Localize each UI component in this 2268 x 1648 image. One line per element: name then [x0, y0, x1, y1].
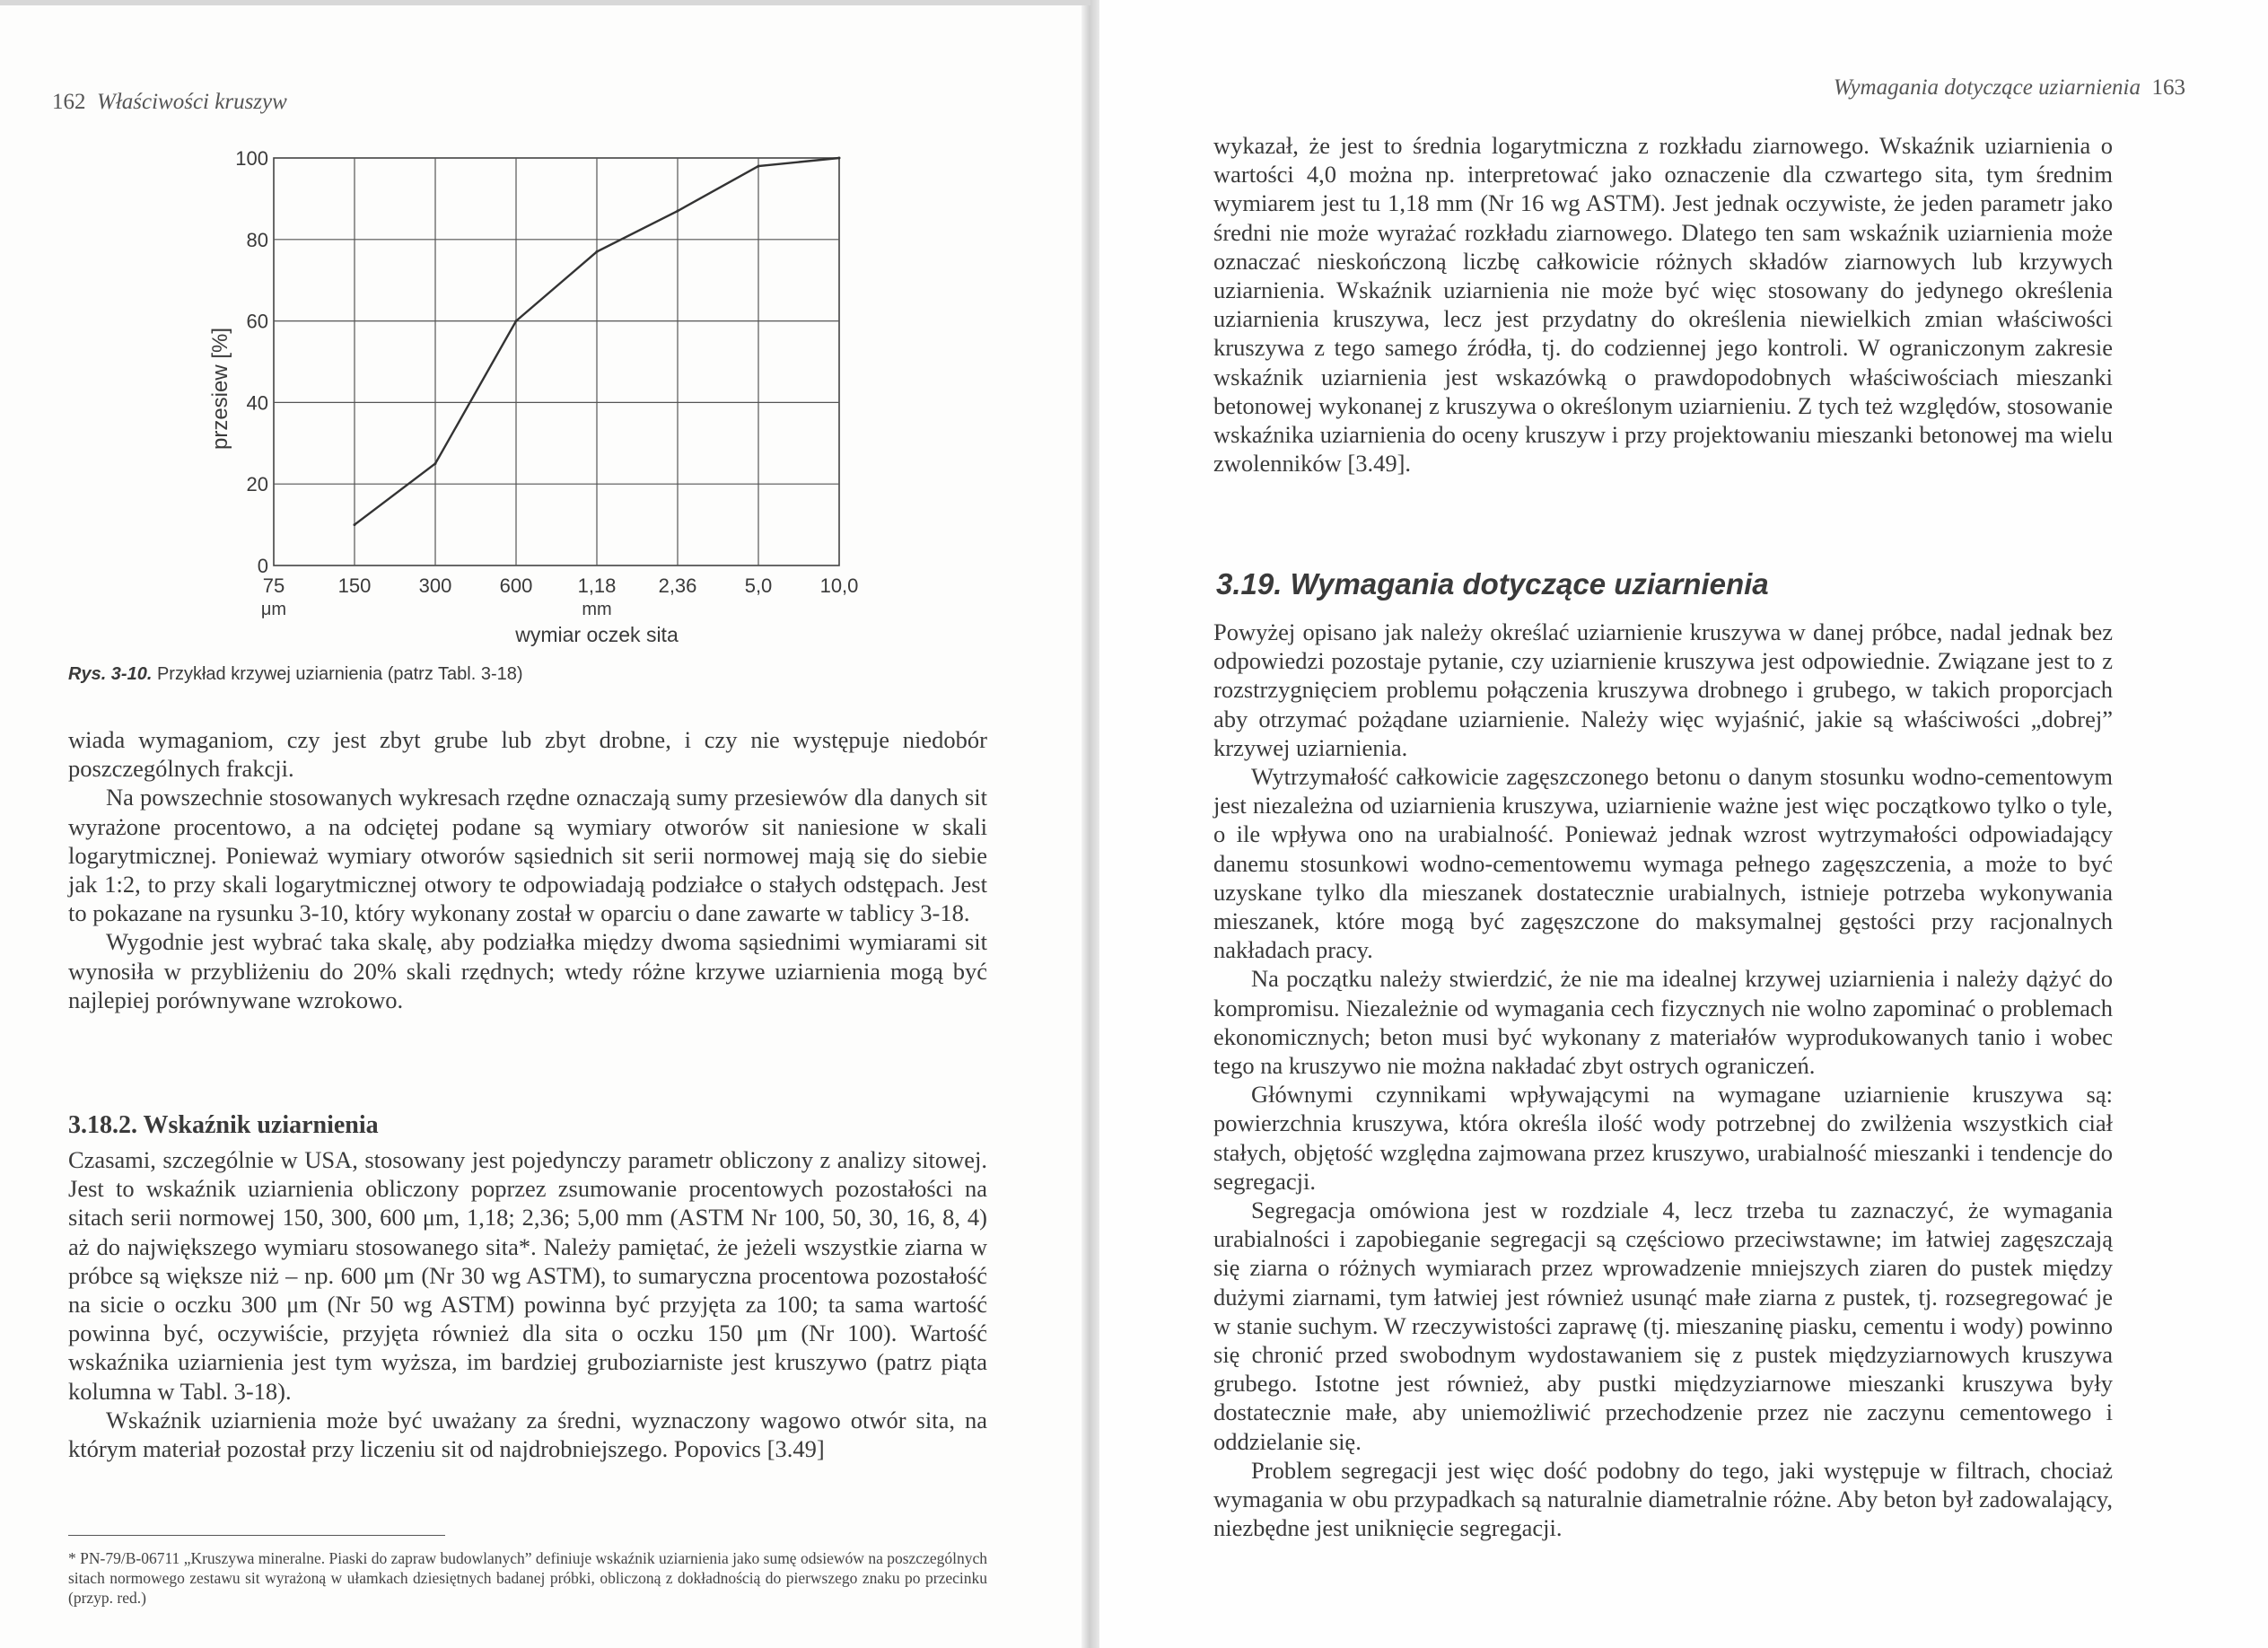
left-text-block [68, 725, 987, 1014]
y-axis-label: przesiew [%] [208, 327, 232, 451]
right-top-text-block [1213, 131, 2113, 478]
footnote-text: * PN-79/B-06711 „Kruszywa mineralne. Piaski do zapraw budowlanych” definiuje wskaźnik uziarnienia jako sumę odsiewów na poszczególnych sitach normowego zestawu sit wyrażoną w ułamkach dziesiętnych badanej próbki, obliczoną z dokładnością do pierwszego znaku po przecinku (przyp. red.) [68, 1549, 987, 1607]
figure-caption-text: Przykład krzywej uziarnienia (patrz Tabl. 3-18) [156, 664, 523, 684]
paragraph: wykazał, że jest to średnia logarytmiczna z rozkładu ziarnowego. Wskaźnik uziarnienia o wartości 4,0 można np. interpretować jako oznaczenie dla czwartego sita, tym średnim wymiarem jest tu 1,18 mm (Nr 16 wg ASTM). Jest jednak oczywiste, że jeden parametr jako średni nie może wyrażać rozkładu ziarnowego. Dlatego ten sam wskaźnik uziarnienia może oznaczać nieskończoną liczbę całkowicie różnych składów ziarnowych lub krzywych uziarnienia. Wskaźnik uziarnienia nie może być więc stosowany do jedynego określenia uziarnienia kruszywa, lecz jest przydatny do określenia niewielkich zmian właściwości kruszywa z tego samego źródła, tj. do codziennej jego kontroli. W ograniczonym zakresie wskaźnik uziarnienia jest wskazówką o prawdopodobnych właściwościach mieszanki betonowej wykonanej z kruszywa o określonym uziarnieniu. Z tych też względów, stosowanie wskaźnika uziarnienia do oceny kruszyw i przy projektowaniu mieszanki betonowej ma wielu zwolenników [3.49]. [1213, 132, 2113, 478]
x-tick-label: 300 [418, 574, 452, 597]
page-top-edge-left [0, 0, 1090, 5]
page-number-right: 163 [2151, 75, 2185, 100]
running-head-left [52, 90, 287, 115]
running-head-right [1834, 75, 2185, 101]
paragraph: Wygodnie jest wybrać taka skalę, aby podziałka między dwoma sąsiednimi wymiarami sit wynosiła w przybliżeniu do 20% skali rzędnych; wtedy różne krzywe uziarnienia mogą być najlepiej porównywane wzrokowo. [68, 928, 987, 1013]
book-gutter [1081, 0, 1099, 1648]
grading-curve-point [596, 250, 599, 253]
grading-curve-point [515, 320, 518, 322]
figure-caption [68, 664, 523, 685]
footnote [68, 1548, 987, 1608]
paragraph: Na początku należy stwierdzić, że nie ma idealnej krzywej uziarnienia i należy dążyć do kompromisu. Niezależnie od wymagania cech fizycznych nie wolno zapominać o problemach ekonomicznych; beton musi być wykonany z materiałów wyprodukowanych tanio i wobec tego na kruszywo nie można nakładać zbyt ostrych ograniczeń. [1213, 965, 2113, 1080]
grading-curve-chart [184, 144, 875, 664]
grading-curve-point [677, 210, 679, 213]
x-unit-millimetre: mm [582, 600, 612, 619]
paragraph: Problem segregacji jest więc dość podobny do tego, jaki występuje w filtrach, chociaż wymagania w obu przypadkach są naturalnie diametralnie różne. Aby beton był zadowalający, niezbędne jest uniknięcie segregacji. [1213, 1456, 2113, 1542]
subsection-heading: 3.18.2. Wskaźnik uziarnienia [68, 1111, 379, 1139]
x-tick-label: 1,18 [577, 574, 617, 597]
paragraph: Segregacja omówiona jest w rozdziale 4, lecz trzeba tu zaznaczyć, że wymagania urabialności i zapobieganie segregacji są częściowo przeciwstawne; im łatwiej zagęszczają się ziarna o różnych wymiarach przez wprowadzenie mniejszych ziaren do pustek między dużymi ziarnami, tym łatwiej jest również usunąć małe ziarna z pustek, tj. rozsegregować je w stanie suchym. W rzeczywistości zaprawę (tj. mieszaninę piasku, cementu i wody) powinno się chronić przed swobodnym wydostawaniem się z pustek międzyziarnowych kruszywa grubego. Istotne jest również, aby pustki międzyziarnowe mieszanki kruszywa były dostatecznie małe, aby uniemożliwić przechodzenie przez nie zaczynu cementowego i oddzielanie się. [1213, 1197, 2113, 1455]
x-tick-label: 5,0 [744, 574, 773, 597]
grading-curve-point [757, 165, 760, 168]
paragraph: Wskaźnik uziarnienia może być uważany za średni, wyznaczony wagowo otwór sita, na którym materiał pozostał przy liczeniu sit od najdrobniejszego. Popovics [3.49] [68, 1406, 987, 1463]
grading-curve-point [838, 157, 841, 160]
x-tick-label: 75 [262, 574, 285, 597]
x-axis-label: wymiar oczek sita [515, 623, 679, 646]
paragraph: wiada wymaganiom, czy jest zbyt grube lub zbyt drobne, i czy nie występuje niedobór poszczególnych frakcji. [68, 726, 987, 783]
subsection-text-block [68, 1145, 987, 1463]
figure-caption-label: Rys. 3-10. [68, 664, 153, 684]
x-tick-label: 600 [499, 574, 533, 597]
right-main-text-block [1213, 618, 2113, 1543]
paragraph: Czasami, szczególnie w USA, stosowany jest pojedynczy parametr obliczony z analizy sitowej. Jest to wskaźnik uziarnienia obliczony poprzez zsumowanie procentowych pozostałości na sitach serii normowej 150, 300, 600 μm, 1,18; 2,36; 5,00 mm (ASTM Nr 100, 50, 30, 16, 8, 4) aż do największego wymiaru stosowanego sita*. Należy pamiętać, że jeżeli wszystkie ziarna w próbce są większe niż – np. 600 μm (Nr 30 wg ASTM), to sumaryczna procentowa pozostałość na sicie o oczku 300 μm (Nr 50 wg ASTM) powinna być przyjęta za 100; ta sama wartość powinna być, oczywiście, przyjęta również dla sita o oczku 150 μm (Nr 100). Wartość wskaźnika uziarnienia jest tym wyższa, im bardziej gruboziarniste jest kruszywo (patrz piąta kolumna w Tabl. 3-18). [68, 1146, 987, 1405]
y-tick-label: 60 [246, 310, 268, 333]
y-tick-label: 80 [246, 228, 268, 251]
paragraph: Wytrzymałość całkowicie zagęszczonego betonu o danym stosunku wodno-cementowym jest niezależna od uziarnienia kruszywa, uziarnienie ważne jest więc początkowo tylko o tyle, o ile wpływa ono na urabialność. Ponieważ jednak wzrost wytrzymałości odpowiadający danemu stosunkowi wodno-cementowemu wymaga pełnego zagęszczenia, a może to być uzyskane tylko dla mieszanek dostatecznie urabialnych, istnieje potrzeba wykonywania mieszanek, które mogą być zagęszczone do maksymalnej gęstości przy racjonalnych nakładach pracy. [1213, 763, 2113, 964]
footnote-rule [68, 1535, 445, 1536]
paragraph: Na powszechnie stosowanych wykresach rzędne oznaczają sumy przesiewów dla danych sit wyrażone procentowo, a na odciętej podane są wymiary otworów sit naniesione w skali logarytmicznej. Ponieważ wymiary otworów sąsiednich sit serii normowej mają się do siebie jak 1:2, to przy skali logarytmicznej otwory te odpowiadają podziałce o stałych odstępach. Jest to pokazane na rysunku 3-10, który wykonany został w oparciu o dane zawarte w tablicy 3-18. [68, 784, 987, 927]
grading-curve-point [354, 523, 356, 526]
x-tick-label: 150 [337, 574, 372, 597]
y-tick-label: 20 [246, 473, 268, 496]
section-heading: 3.19. Wymagania dotyczące uziarnienia [1216, 567, 1769, 600]
right-page [1090, 0, 2268, 1648]
page-number-left: 162 [52, 90, 86, 114]
x-tick-label: 2,36 [658, 574, 697, 597]
x-unit-micrometre: μm [260, 600, 287, 619]
y-tick-label: 40 [246, 391, 268, 415]
running-title-right: Wymagania dotyczące uziarnienia [1833, 75, 2141, 100]
grading-curve-point [434, 462, 437, 465]
paragraph: Powyżej opisano jak należy określać uziarnienie kruszywa w danej próbce, nadal jednak bez odpowiedzi pozostaje pytanie, czy uziarnienie kruszywa jest odpowiednie. Związane jest to z rozstrzygnięciem problemu połączenia kruszywa drobnego i grubego, w takich proporcjach aby otrzymać pożądane uziarnienie. Należy więc wyjaśnić, jakie są właściwości „dobrej” krzywej uziarnienia. [1213, 618, 2113, 761]
y-tick-label: 0 [257, 555, 268, 577]
paragraph: Głównymi czynnikami wpływającymi na wymagane uziarnienie kruszywa są: powierzchnia kruszywa, która określa ilość wody potrzebnej do zwilżenia wszystkich ciał stałych, objętość względna zajmowana przez kruszywo, urabialność mieszanki i tendencje do segregacji. [1213, 1081, 2113, 1195]
x-tick-label: 10,0 [819, 574, 859, 597]
grading-curve-svg [184, 144, 875, 664]
left-page [0, 0, 1090, 1648]
plot-frame [274, 158, 839, 565]
y-tick-label: 100 [235, 147, 268, 170]
running-title-left: Właściwości kruszyw [97, 90, 287, 114]
